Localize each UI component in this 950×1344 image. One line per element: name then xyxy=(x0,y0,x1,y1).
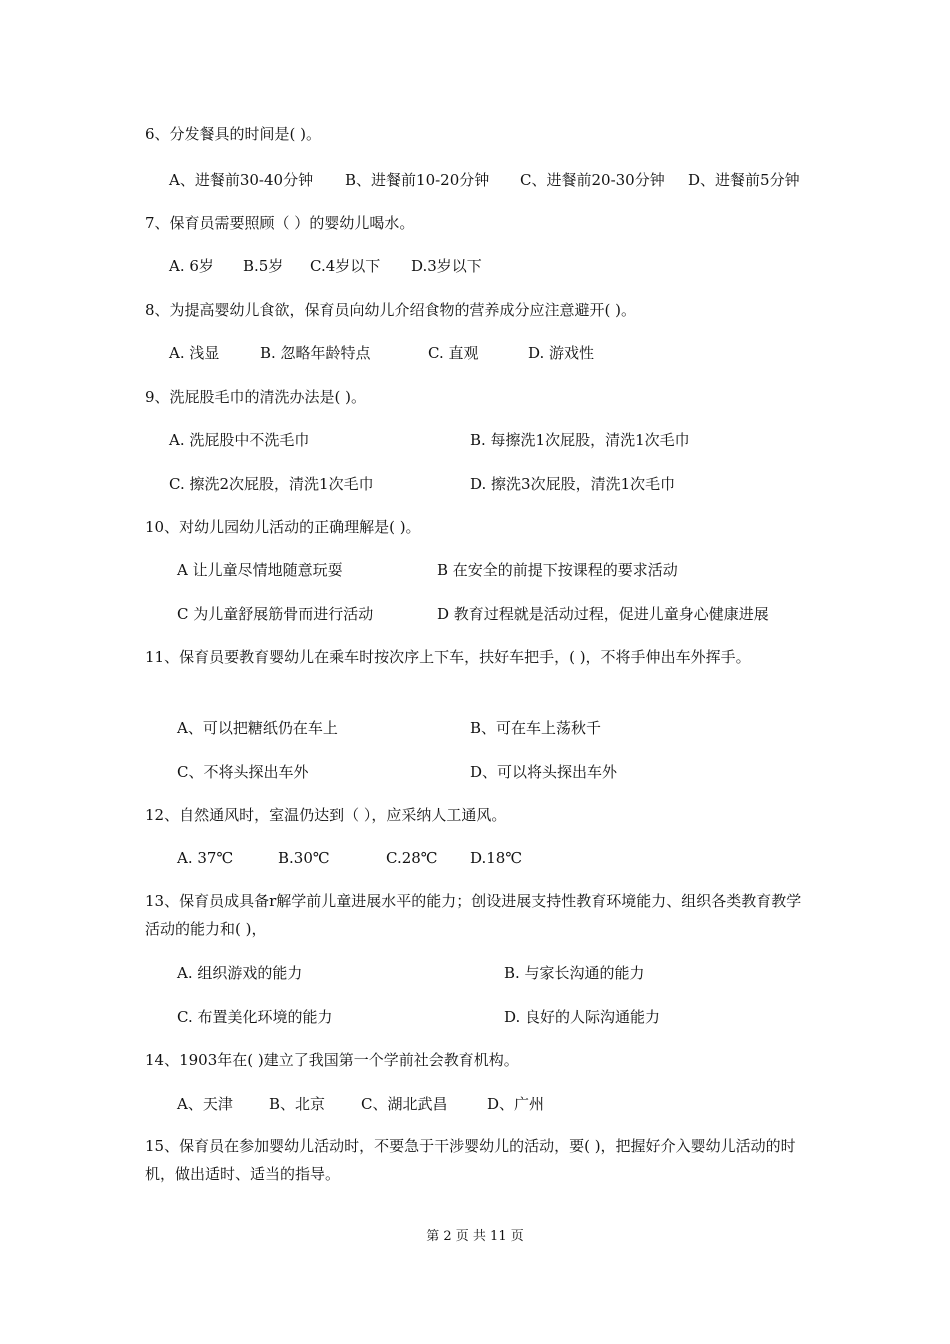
q12-option-c: C.28℃ xyxy=(386,849,438,867)
q6-option-a: A、进餐前30-40分钟 xyxy=(169,171,314,189)
q12-option-a: A. 37℃ xyxy=(177,849,234,867)
q6-option-b: B、进餐前10-20分钟 xyxy=(345,171,490,189)
q9-option-a: A. 洗屁股中不洗毛巾 xyxy=(169,431,310,449)
q10-option-d: D 教育过程就是活动过程，促进儿童身心健康进展 xyxy=(437,605,769,623)
q13-option-a: A. 组织游戏的能力 xyxy=(177,964,303,982)
q11-option-c: C、不将头探出车外 xyxy=(177,763,309,781)
q10-option-c: C 为儿童舒展筋骨而进行活动 xyxy=(177,605,374,623)
q9-option-b: B. 每擦洗1次屁股，清洗1次毛巾 xyxy=(470,431,690,449)
q12-option-d: D.18℃ xyxy=(470,849,523,867)
q12-option-b: B.30℃ xyxy=(278,849,330,867)
q7-option-c: C.4岁以下 xyxy=(310,257,381,275)
q6-option-c: C、进餐前20-30分钟 xyxy=(520,171,665,189)
q7-option-a: A. 6岁 xyxy=(169,257,214,275)
q14-option-b: B、北京 xyxy=(269,1095,326,1113)
question-10: 10、对幼儿园幼儿活动的正确理解是( )。 xyxy=(145,518,421,536)
question-7: 7、保育员需要照顾（ ）的婴幼儿喝水。 xyxy=(145,214,415,232)
question-13: 13、保育员成具备r解学前儿童进展水平的能力；创设进展支持性教育环境能力、组织各类教育教学活动的能力和( )， xyxy=(145,892,802,938)
q14-option-c: C、湖北武昌 xyxy=(361,1095,448,1113)
q6-option-d: D、进餐前5分钟 xyxy=(688,171,800,189)
q10-option-a: A 让儿童尽情地随意玩耍 xyxy=(177,561,343,579)
question-12: 12、自然通风时，室温仍达到（ ），应采纳人工通风。 xyxy=(145,806,507,824)
q13-option-d: D. 良好的人际沟通能力 xyxy=(504,1008,661,1026)
question-14: 14、1903年在( )建立了我国第一个学前社会教育机构。 xyxy=(145,1051,519,1069)
q14-option-d: D、广州 xyxy=(487,1095,545,1113)
q7-option-d: D.3岁以下 xyxy=(411,257,482,275)
q8-option-d: D. 游戏性 xyxy=(528,344,595,362)
q10-option-b: B 在安全的前提下按课程的要求活动 xyxy=(437,561,678,579)
q8-option-b: B. 忽略年龄特点 xyxy=(260,344,371,362)
q11-option-a: A、可以把糖纸仍在车上 xyxy=(177,719,338,737)
question-11: 11、保育员要教育婴幼儿在乘车时按次序上下车，扶好车把手，( )，不将手伸出车外挥手。 xyxy=(145,648,751,666)
q9-option-c: C. 擦洗2次屁股，清洗1次毛巾 xyxy=(169,475,374,493)
q9-option-d: D. 擦洗3次屁股，清洗1次毛巾 xyxy=(470,475,676,493)
q13-option-b: B. 与家长沟通的能力 xyxy=(504,964,645,982)
q8-option-a: A. 浅显 xyxy=(169,344,220,362)
question-6: 6、分发餐具的时间是( )。 xyxy=(145,125,322,143)
question-9: 9、洗屁股毛巾的清洗办法是( )。 xyxy=(145,388,367,406)
question-8: 8、为提高婴幼儿食欲，保育员向幼儿介绍食物的营养成分应注意避开( )。 xyxy=(145,301,637,319)
question-15: 15、保育员在参加婴幼儿活动时，不要急于干涉婴幼儿的活动，要( )，把握好介入婴幼儿活动的时机，做出适时、适当的指导。 xyxy=(145,1137,796,1183)
q11-option-d: D、可以将头探出车外 xyxy=(470,763,618,781)
q11-option-b: B、可在车上荡秋千 xyxy=(470,719,602,737)
q13-option-c: C. 布置美化环境的能力 xyxy=(177,1008,333,1026)
q8-option-c: C. 直观 xyxy=(428,344,479,362)
q7-option-b: B.5岁 xyxy=(243,257,284,275)
page-number: 第 2 页 共 11 页 xyxy=(426,1229,524,1244)
q14-option-a: A、天津 xyxy=(177,1095,233,1113)
